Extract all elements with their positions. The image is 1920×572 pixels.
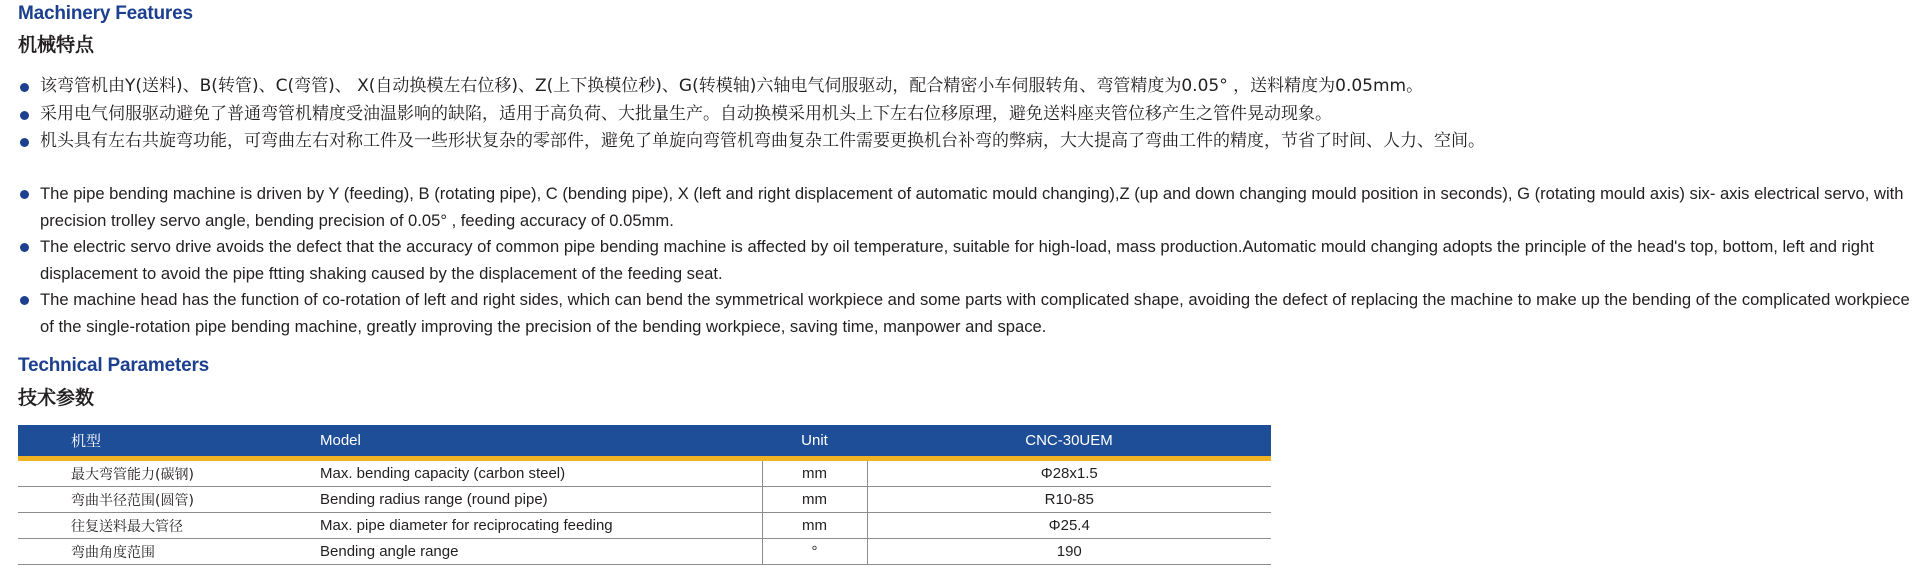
bullet-icon <box>20 83 29 92</box>
parameters-table <box>18 425 1271 565</box>
bullet-icon <box>20 111 29 120</box>
feature-item-cn: 该弯管机由Y(送料)、B(转管)、C(弯管)、 X(自动换模左右位移)、Z(上下换模位秒)、G(转模轴)六轴电气伺服驱动，配合精密小车伺服转角、弯管精度为0.05° ，送料精度为0.05mm。 <box>18 73 1913 101</box>
features-title-en: Machinery Features <box>18 3 193 24</box>
row-value: R10-85 <box>867 487 1271 513</box>
row-label-en: Bending radius range (round pipe) <box>315 487 762 513</box>
row-label-en: Max. bending capacity (carbon steel) <box>315 459 762 487</box>
row-unit: mm <box>762 459 867 487</box>
row-label-cn: 弯曲半径范围(圆管) <box>18 487 315 513</box>
feature-item-en: The pipe bending machine is driven by Y (feeding), B (rotating pipe), C (bending pipe), X (left and right displacement of automatic mould changing),Z (up and down changing mould position in seconds), G (rotating mould axis) six- axis electrical servo, with precision trolley servo angle, bending precision of 0.05° , feeding accuracy of 0.05mm. <box>18 181 1913 234</box>
features-list-en <box>18 181 1913 340</box>
features-title-cn: 机械特点 <box>18 34 95 56</box>
feature-item-en: The machine head has the function of co-rotation of left and right sides, which can bend the symmetrical workpiece and some parts with complicated shape, avoiding the defect of replacing the machine to make up the bending of the complicated workpiece of the single-rotation pipe bending machine, greatly improving the precision of the bending workpiece, saving time, manpower and space. <box>18 287 1913 340</box>
table-row <box>18 487 1271 513</box>
table-row <box>18 539 1271 565</box>
table-row <box>18 459 1271 487</box>
row-value: Φ28x1.5 <box>867 459 1271 487</box>
header-unit: Unit <box>762 425 867 459</box>
header-type: 机型 <box>18 425 315 459</box>
row-label-cn: 最大弯管能力(碳钢) <box>18 459 315 487</box>
row-label-en: Max. pipe diameter for reciprocating feeding <box>315 513 762 539</box>
header-model: Model <box>315 425 762 459</box>
row-unit: ° <box>762 539 867 565</box>
feature-item-cn: 采用电气伺服驱动避免了普通弯管机精度受油温影响的缺陷，适用于高负荷、大批量生产。自动换模采用机头上下左右位移原理，避免送料座夹管位移产生之管件晃动现象。 <box>18 101 1913 129</box>
bullet-icon <box>20 138 29 147</box>
row-label-cn: 往复送料最大管径 <box>18 513 315 539</box>
header-value: CNC-30UEM <box>867 425 1271 459</box>
bullet-icon <box>20 190 29 199</box>
row-label-cn: 弯曲角度范围 <box>18 539 315 565</box>
parameters-title-cn: 技术参数 <box>18 387 95 409</box>
parameters-title-en: Technical Parameters <box>18 355 210 376</box>
row-value: 190 <box>867 539 1271 565</box>
table-row <box>18 513 1271 539</box>
row-label-en: Bending angle range <box>315 539 762 565</box>
row-unit: mm <box>762 513 867 539</box>
bullet-icon <box>20 243 29 252</box>
row-unit: mm <box>762 487 867 513</box>
features-list-cn <box>18 73 1913 156</box>
row-value: Φ25.4 <box>867 513 1271 539</box>
feature-item-cn: 机头具有左右共旋弯功能，可弯曲左右对称工件及一些形状复杂的零部件，避免了单旋向弯管机弯曲复杂工件需要更换机台补弯的弊病，大大提高了弯曲工件的精度，节省了时间、人力、空间。 <box>18 128 1913 156</box>
table-header-row <box>18 425 1271 459</box>
feature-item-en: The electric servo drive avoids the defect that the accuracy of common pipe bending machine is affected by oil temperature, suitable for high-load, mass production.Automatic mould changing adopts the principle of the head's top, bottom, left and right displacement to avoid the pipe ftting shaking caused by the displacement of the feeding seat. <box>18 234 1913 287</box>
bullet-icon <box>20 296 29 305</box>
